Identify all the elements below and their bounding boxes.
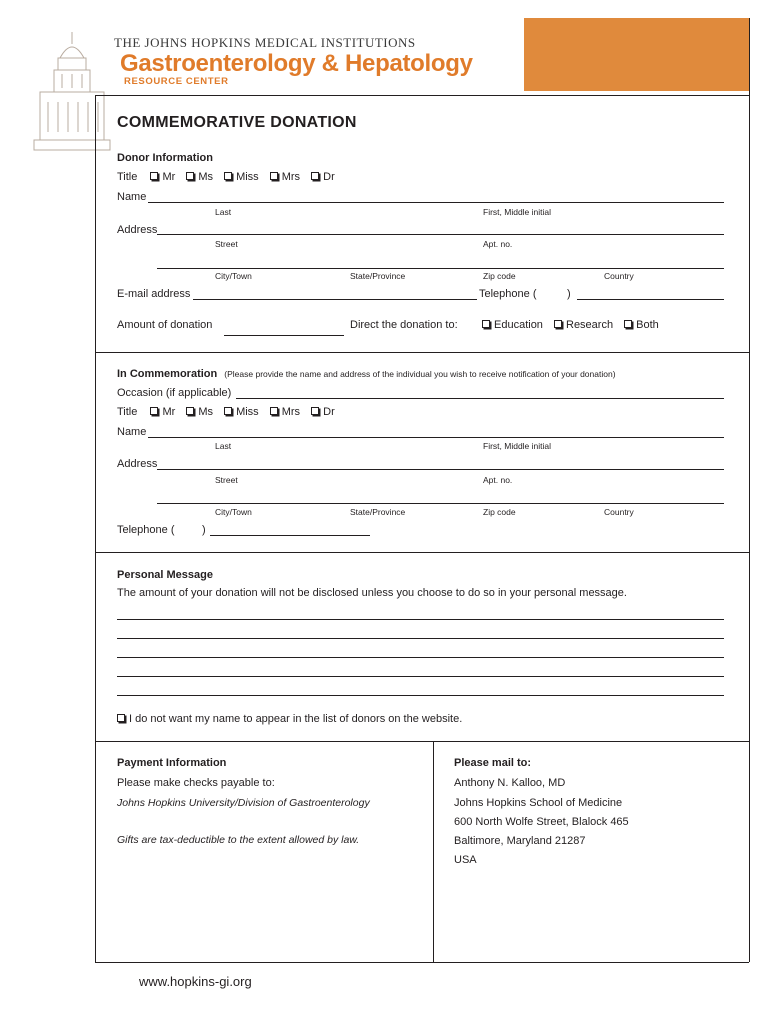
donor-zip-hint: Zip code [483, 271, 516, 281]
donor-amount-label: Amount of donation [117, 319, 213, 331]
dome-building-icon [30, 22, 114, 162]
commem-telephone-close: ) [202, 524, 206, 536]
donor-heading: Donor Information [117, 152, 213, 164]
message-line-3[interactable] [117, 657, 724, 658]
commem-country-hint: Country [604, 507, 634, 517]
donor-title-label: Title [117, 171, 138, 183]
commem-note: (Please provide the name and address of the individual you wish to receive notification of your donation) [224, 369, 616, 379]
donor-state-hint: State/Province [350, 271, 406, 281]
mail-line-5: USA [454, 854, 477, 866]
commem-apt-hint: Apt. no. [483, 475, 513, 485]
checkbox-icon[interactable] [117, 714, 125, 722]
header-accent-bar [524, 18, 750, 91]
commem-city-field[interactable] [157, 503, 724, 504]
checkbox-icon[interactable] [624, 320, 632, 328]
donor-title-mrs[interactable]: Mrs [270, 171, 300, 183]
section-divider-3 [95, 741, 749, 742]
donor-name-field[interactable] [148, 202, 724, 203]
donor-name-label: Name [117, 191, 147, 203]
payment-mail-divider [433, 741, 434, 962]
commem-telephone-label: Telephone ( [117, 524, 175, 536]
payment-payee: Johns Hopkins University/Division of Gastroenterology [117, 797, 370, 809]
commem-name-label: Name [117, 426, 147, 438]
donor-title-row [117, 171, 343, 183]
donor-city-hint: City/Town [215, 271, 252, 281]
donor-first-hint: First, Middle initial [483, 207, 552, 217]
checkbox-icon[interactable] [224, 172, 232, 180]
donor-direct-options [482, 319, 667, 331]
message-line-1[interactable] [117, 619, 724, 620]
donor-street-field[interactable] [157, 234, 724, 235]
frame-top [95, 95, 749, 96]
commem-first-hint: First, Middle initial [483, 441, 552, 451]
commem-heading: In Commemoration [117, 368, 218, 380]
commem-name-field[interactable] [148, 437, 724, 438]
opt-out-label: I do not want my name to appear in the list of donors on the website. [129, 713, 463, 725]
footer-url[interactable]: www.hopkins-gi.org [139, 974, 252, 989]
commem-title-miss[interactable]: Miss [224, 406, 259, 418]
donor-last-hint: Last [215, 207, 232, 217]
direct-research[interactable]: Research [554, 319, 613, 331]
donor-telephone-close: ) [567, 288, 571, 300]
message-line-4[interactable] [117, 676, 724, 677]
checkbox-icon[interactable] [150, 172, 158, 180]
commem-last-hint: Last [215, 441, 232, 451]
payment-payable-label: Please make checks payable to: [117, 777, 275, 789]
commem-title-mrs[interactable]: Mrs [270, 406, 300, 418]
donor-email-label: E-mail address [117, 288, 191, 300]
checkbox-icon[interactable] [311, 407, 319, 415]
message-line-2[interactable] [117, 638, 724, 639]
commem-telephone-field[interactable] [210, 535, 370, 536]
mail-line-1: Anthony N. Kalloo, MD [454, 777, 566, 789]
checkbox-icon[interactable] [554, 320, 562, 328]
dept-name: Gastroenterology & Hepatology [120, 50, 473, 77]
mail-line-3: 600 North Wolfe Street, Blalock 465 [454, 816, 629, 828]
checkbox-icon[interactable] [482, 320, 490, 328]
donor-country-hint: Country [604, 271, 634, 281]
commem-occasion-field[interactable] [236, 398, 724, 399]
checkbox-icon[interactable] [186, 172, 194, 180]
mail-line-2: Johns Hopkins School of Medicine [454, 797, 623, 809]
donor-email-field[interactable] [193, 299, 477, 300]
commem-zip-hint: Zip code [483, 507, 516, 517]
frame-bottom [95, 962, 749, 963]
commem-occasion-label: Occasion (if applicable) [117, 387, 232, 399]
section-divider-1 [95, 352, 749, 353]
donor-title-miss[interactable]: Miss [224, 171, 259, 183]
message-text: The amount of your donation will not be disclosed unless you choose to do so in your personal message. [117, 587, 627, 599]
section-divider-2 [95, 552, 749, 553]
donor-address-label: Address [117, 224, 158, 236]
commem-street-hint: Street [215, 475, 238, 485]
mail-line-4: Baltimore, Maryland 21287 [454, 835, 586, 847]
donor-amount-field[interactable] [224, 335, 344, 336]
donor-telephone-label: Telephone ( [479, 288, 537, 300]
resource-center-label: RESOURCE CENTER [124, 76, 229, 87]
donor-title-mr[interactable]: Mr [150, 171, 175, 183]
payment-tax-note: Gifts are tax-deductible to the extent allowed by law. [117, 834, 360, 846]
checkbox-icon[interactable] [186, 407, 194, 415]
donor-title-dr[interactable]: Dr [311, 171, 335, 183]
direct-education[interactable]: Education [482, 319, 543, 331]
commem-title-dr[interactable]: Dr [311, 406, 335, 418]
donor-apt-hint: Apt. no. [483, 239, 513, 249]
message-line-5[interactable] [117, 695, 724, 696]
donor-telephone-field[interactable] [577, 299, 724, 300]
commem-street-field[interactable] [157, 469, 724, 470]
commem-heading-row [117, 368, 616, 380]
form-title: COMMEMORATIVE DONATION [117, 114, 357, 131]
payment-heading: Payment Information [117, 757, 227, 769]
commem-city-hint: City/Town [215, 507, 252, 517]
commem-title-row [117, 406, 343, 418]
commem-state-hint: State/Province [350, 507, 406, 517]
checkbox-icon[interactable] [150, 407, 158, 415]
commem-title-mr[interactable]: Mr [150, 406, 175, 418]
commem-title-ms[interactable]: Ms [186, 406, 213, 418]
donor-street-hint: Street [215, 239, 238, 249]
message-heading: Personal Message [117, 569, 213, 581]
frame-right [749, 18, 750, 962]
donor-city-field[interactable] [157, 268, 724, 269]
frame-left [95, 95, 96, 962]
checkbox-icon[interactable] [224, 407, 232, 415]
org-name: THE JOHNS HOPKINS MEDICAL INSTITUTIONS [114, 35, 416, 50]
commem-title-label: Title [117, 406, 138, 418]
checkbox-icon[interactable] [270, 172, 278, 180]
direct-both[interactable]: Both [624, 319, 659, 331]
opt-out-row[interactable] [117, 713, 462, 725]
donor-direct-label: Direct the donation to: [350, 319, 458, 331]
checkbox-icon[interactable] [311, 172, 319, 180]
mail-heading: Please mail to: [454, 757, 532, 769]
donor-title-ms[interactable]: Ms [186, 171, 213, 183]
commem-address-label: Address [117, 458, 158, 470]
checkbox-icon[interactable] [270, 407, 278, 415]
